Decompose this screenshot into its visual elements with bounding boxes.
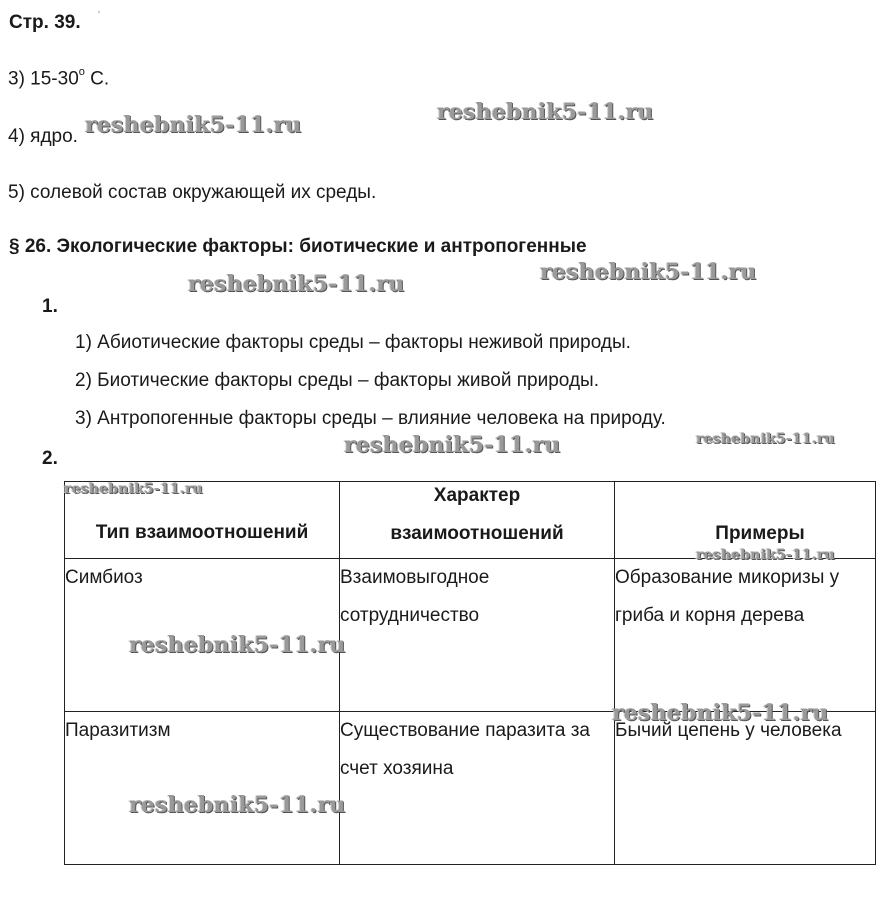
watermark: reshebnik5-11.ru [437,99,654,125]
answer-3-prefix: 3) 15-30 [8,68,79,90]
task-1-number: 1. [42,296,58,317]
answer-3 [8,68,109,90]
watermark: reshebnik5-11.ru [540,259,757,285]
section-title: § 26. Экологические факторы: биотические и антропогенные [9,236,587,257]
cell-type: Паразитизм [65,712,340,865]
tick-mark: ' [98,10,100,21]
answer-4: 4) ядро. [8,126,78,147]
cell-character: Взаимовыгодное сотрудничество [340,559,615,712]
watermark: reshebnik5-11.ru [188,271,405,297]
watermark: reshebnik5-11.ru [85,112,302,138]
header-character [340,482,615,559]
task-1-item-3: 3) Антропогенные факторы среды – влияние человека на природу. [75,408,666,429]
watermark: reshebnik5-11.ru [696,547,835,563]
cell-example: Образование микоризы у гриба и корня дерева [615,559,876,712]
watermark: reshebnik5-11.ru [612,700,829,726]
header-character-line1: Характер [433,485,521,506]
watermark: reshebnik5-11.ru [696,431,835,447]
cell-type: Симбиоз [65,559,340,712]
task-1-item-1: 1) Абиотические факторы среды – факторы неживой природы. [75,332,631,353]
header-character-line2: взаимоотношений [390,523,564,544]
header-type-label: Тип взаимоотношений [95,522,309,543]
watermark: reshebnik5-11.ru [344,432,561,458]
cell-example: Бычий цепень у человека [615,712,876,865]
watermark: reshebnik5-11.ru [129,792,346,818]
watermark: reshebnik5-11.ru [64,481,203,497]
cell-character: Существование паразита за счет хозяина [340,712,615,865]
header-examples-label: Примеры [715,523,805,544]
task-2-number: 2. [42,448,58,469]
watermark: reshebnik5-11.ru [129,632,346,658]
degree-sup: o [78,66,85,78]
page-label: Стр. 39. [9,12,81,33]
answer-5: 5) солевой состав окружающей их среды. [8,182,377,203]
table-row [65,712,876,865]
task-1-item-2: 2) Биотические факторы среды – факторы живой природы. [75,370,599,391]
answer-3-suffix: С. [84,68,110,90]
